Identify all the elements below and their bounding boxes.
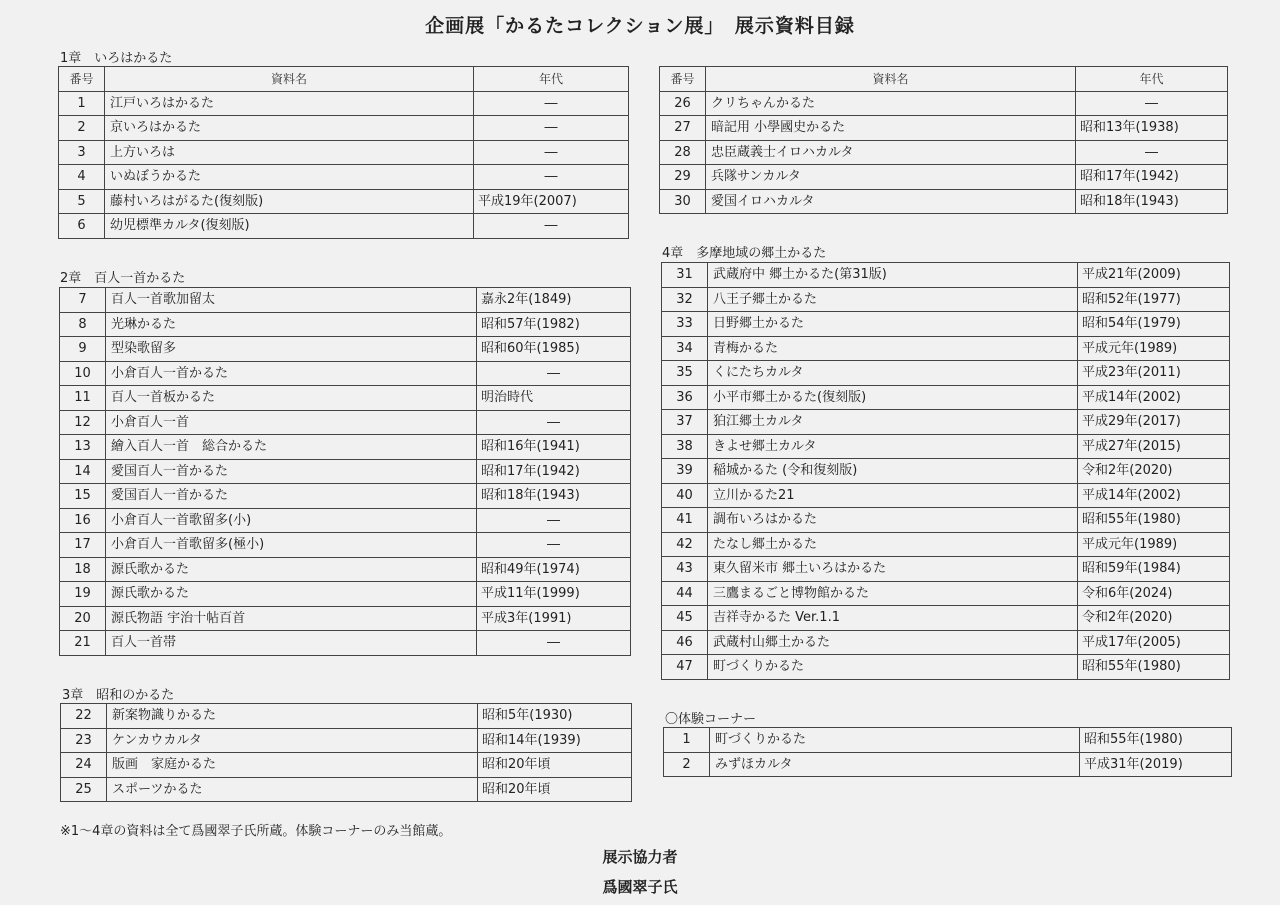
cell-number: 12: [60, 410, 106, 435]
table-row: [60, 606, 631, 631]
table-row: [61, 777, 632, 802]
cell-era: 昭和18年(1943): [477, 484, 631, 509]
cell-era: 平成19年(2007): [474, 189, 629, 214]
table-row: [662, 483, 1230, 508]
cell-era: ―: [474, 165, 629, 190]
cell-item-name: 立川かるた21: [708, 483, 1078, 508]
cell-item-name: 百人一首歌加留太: [106, 288, 477, 313]
table-row: [61, 728, 632, 753]
cell-number: 1: [59, 91, 105, 116]
cell-number: 34: [662, 336, 708, 361]
cell-number: 18: [60, 557, 106, 582]
cell-item-name: 町づくりかるた: [708, 655, 1078, 680]
cell-item-name: 青梅かるた: [708, 336, 1078, 361]
cell-era: 昭和55年(1980): [1078, 655, 1230, 680]
section-heading-corner: 〇体験コーナー: [665, 712, 757, 727]
cell-number: 45: [662, 606, 708, 631]
header-no: 番号: [660, 67, 706, 92]
table-row: [60, 435, 631, 460]
table-row: [660, 189, 1228, 214]
cell-number: 39: [662, 459, 708, 484]
cell-item-name: 江戸いろはかるた: [105, 91, 474, 116]
table-row: [60, 312, 631, 337]
table-row: [59, 91, 629, 116]
cell-number: 2: [664, 752, 710, 777]
cell-number: 36: [662, 385, 708, 410]
cell-number: 10: [60, 361, 106, 386]
cell-number: 29: [660, 165, 706, 190]
cell-item-name: 暗記用 小學國史かるた: [706, 116, 1076, 141]
ownership-note: ※1～4章の資料は全て爲國翠子氏所蔵。体験コーナーのみ当館蔵。: [60, 824, 452, 839]
table-row: [662, 606, 1230, 631]
cell-era: ―: [477, 410, 631, 435]
table-row: [60, 410, 631, 435]
table-row: [662, 508, 1230, 533]
cell-item-name: クリちゃんかるた: [706, 91, 1076, 116]
table-row: [662, 557, 1230, 582]
table-row: [60, 631, 631, 656]
table-row: [662, 361, 1230, 386]
cell-era: 平成元年(1989): [1078, 532, 1230, 557]
cell-number: 35: [662, 361, 708, 386]
table-row: [61, 704, 632, 729]
cell-number: 8: [60, 312, 106, 337]
cell-era: 平成29年(2017): [1078, 410, 1230, 435]
cell-number: 24: [61, 753, 107, 778]
cell-era: ―: [477, 508, 631, 533]
cell-number: 16: [60, 508, 106, 533]
table-row: [60, 288, 631, 313]
cell-item-name: 小平市郷土かるた(復刻版): [708, 385, 1078, 410]
section-heading-ch4: 4章 多摩地域の郷土かるた: [662, 246, 827, 261]
table-row: [662, 263, 1230, 288]
cell-era: 昭和17年(1942): [1076, 165, 1228, 190]
cell-item-name: 源氏歌かるた: [106, 582, 477, 607]
table-row: [59, 214, 629, 239]
cell-number: 14: [60, 459, 106, 484]
cooperator-label: 展示協力者: [602, 848, 678, 866]
cell-item-name: 町づくりかるた: [710, 728, 1080, 753]
table-row: [60, 386, 631, 411]
cell-era: 昭和60年(1985): [477, 337, 631, 362]
cell-item-name: くにたちカルタ: [708, 361, 1078, 386]
cell-number: 40: [662, 483, 708, 508]
catalog-table-ch3-continued: [659, 66, 1228, 214]
header-era: 年代: [1076, 67, 1228, 92]
cell-era: ―: [477, 361, 631, 386]
cell-number: 43: [662, 557, 708, 582]
cell-era: 平成3年(1991): [477, 606, 631, 631]
cell-item-name: 京いろはかるた: [105, 116, 474, 141]
cell-item-name: 幼児標準カルタ(復刻版): [105, 214, 474, 239]
table-row: [662, 336, 1230, 361]
cell-item-name: 日野郷土かるた: [708, 312, 1078, 337]
section-heading-ch2: 2章 百人一首かるた: [60, 271, 186, 286]
cell-item-name: 上方いろは: [105, 140, 474, 165]
header-no: 番号: [59, 67, 105, 92]
cell-item-name: 百人一首板かるた: [106, 386, 477, 411]
cell-number: 20: [60, 606, 106, 631]
cell-item-name: たなし郷土かるた: [708, 532, 1078, 557]
cell-era: 昭和59年(1984): [1078, 557, 1230, 582]
cell-item-name: 小倉百人一首歌留多(小): [106, 508, 477, 533]
section-heading-ch1: 1章 いろはかるた: [60, 51, 173, 66]
cell-era: 嘉永2年(1849): [477, 288, 631, 313]
cell-item-name: 稲城かるた (令和復刻版): [708, 459, 1078, 484]
cell-item-name: 源氏物語 宇治十帖百首: [106, 606, 477, 631]
cell-item-name: 武蔵府中 郷土かるた(第31版): [708, 263, 1078, 288]
table-row: [662, 434, 1230, 459]
table-row: [660, 91, 1228, 116]
cell-item-name: 吉祥寺かるた Ver.1.1: [708, 606, 1078, 631]
cell-item-name: 八王子郷土かるた: [708, 287, 1078, 312]
cell-era: 昭和54年(1979): [1078, 312, 1230, 337]
catalog-table-ch4: [661, 262, 1230, 680]
catalog-table-corner: [663, 727, 1232, 777]
cell-item-name: 三鷹まるごと博物館かるた: [708, 581, 1078, 606]
cell-item-name: 兵隊サンカルタ: [706, 165, 1076, 190]
cell-item-name: 東久留米市 郷土いろはかるた: [708, 557, 1078, 582]
table-row: [60, 508, 631, 533]
cell-number: 26: [660, 91, 706, 116]
cell-number: 46: [662, 630, 708, 655]
cell-era: ―: [474, 116, 629, 141]
table-row: [662, 287, 1230, 312]
cell-era: ―: [474, 140, 629, 165]
cell-number: 27: [660, 116, 706, 141]
cell-era: 平成31年(2019): [1080, 752, 1232, 777]
cell-item-name: 繪入百人一首 総合かるた: [106, 435, 477, 460]
cell-item-name: みずほカルタ: [710, 752, 1080, 777]
table-row: [662, 410, 1230, 435]
cell-era: ―: [1076, 140, 1228, 165]
cell-number: 5: [59, 189, 105, 214]
cell-era: 昭和16年(1941): [477, 435, 631, 460]
section-heading-ch3: 3章 昭和のかるた: [62, 688, 175, 703]
cell-era: 平成元年(1989): [1078, 336, 1230, 361]
table-header-row: [59, 67, 629, 92]
table-row: [662, 312, 1230, 337]
cell-era: 昭和13年(1938): [1076, 116, 1228, 141]
table-row: [662, 385, 1230, 410]
cell-number: 7: [60, 288, 106, 313]
cell-era: 昭和5年(1930): [478, 704, 632, 729]
cell-item-name: 小倉百人一首: [106, 410, 477, 435]
table-row: [60, 484, 631, 509]
cell-number: 30: [660, 189, 706, 214]
cell-item-name: 狛江郷土カルタ: [708, 410, 1078, 435]
cell-number: 21: [60, 631, 106, 656]
table-row: [60, 533, 631, 558]
cell-number: 28: [660, 140, 706, 165]
cell-era: 平成23年(2011): [1078, 361, 1230, 386]
cell-number: 42: [662, 532, 708, 557]
catalog-table-ch3: [60, 703, 632, 802]
cell-item-name: ケンカウカルタ: [107, 728, 478, 753]
cell-number: 38: [662, 434, 708, 459]
cell-item-name: 愛国イロハカルタ: [706, 189, 1076, 214]
table-row: [662, 630, 1230, 655]
cell-era: 明治時代: [477, 386, 631, 411]
cell-item-name: 版画 家庭かるた: [107, 753, 478, 778]
table-row: [662, 655, 1230, 680]
cell-number: 25: [61, 777, 107, 802]
cell-item-name: 忠臣蔵義士イロハカルタ: [706, 140, 1076, 165]
cell-number: 44: [662, 581, 708, 606]
table-row: [662, 532, 1230, 557]
cell-era: 令和2年(2020): [1078, 606, 1230, 631]
cell-number: 13: [60, 435, 106, 460]
cell-item-name: 小倉百人一首歌留多(極小): [106, 533, 477, 558]
cell-number: 32: [662, 287, 708, 312]
page-title: 企画展「かるたコレクション展」 展示資料目録: [425, 15, 855, 37]
cell-item-name: きよせ郷土カルタ: [708, 434, 1078, 459]
table-row: [59, 116, 629, 141]
header-era: 年代: [474, 67, 629, 92]
cell-item-name: 光琳かるた: [106, 312, 477, 337]
table-row: [664, 728, 1232, 753]
table-row: [660, 165, 1228, 190]
cell-number: 9: [60, 337, 106, 362]
cell-era: 平成14年(2002): [1078, 483, 1230, 508]
cell-item-name: 新案物識りかるた: [107, 704, 478, 729]
cell-era: 昭和52年(1977): [1078, 287, 1230, 312]
cell-era: ―: [477, 631, 631, 656]
cooperator-name: 爲國翠子氏: [602, 878, 678, 896]
cell-era: 昭和55年(1980): [1080, 728, 1232, 753]
table-row: [60, 337, 631, 362]
cell-number: 2: [59, 116, 105, 141]
cell-era: ―: [474, 91, 629, 116]
cell-era: 昭和17年(1942): [477, 459, 631, 484]
table-header-row: [660, 67, 1228, 92]
cell-era: 昭和20年頃: [478, 777, 632, 802]
cell-number: 6: [59, 214, 105, 239]
table-row: [60, 361, 631, 386]
cell-number: 4: [59, 165, 105, 190]
cell-number: 23: [61, 728, 107, 753]
table-row: [61, 753, 632, 778]
catalog-table-ch1: [58, 66, 629, 239]
cell-item-name: 武蔵村山郷土かるた: [708, 630, 1078, 655]
cell-item-name: 調布いろはかるた: [708, 508, 1078, 533]
table-row: [60, 582, 631, 607]
cell-era: ―: [477, 533, 631, 558]
cell-era: 平成14年(2002): [1078, 385, 1230, 410]
table-row: [660, 140, 1228, 165]
cell-era: 平成27年(2015): [1078, 434, 1230, 459]
table-row: [662, 459, 1230, 484]
cell-number: 47: [662, 655, 708, 680]
catalog-table-ch2: [59, 287, 631, 656]
table-row: [664, 752, 1232, 777]
cell-item-name: 小倉百人一首かるた: [106, 361, 477, 386]
header-name: 資料名: [105, 67, 474, 92]
cell-number: 41: [662, 508, 708, 533]
cell-number: 3: [59, 140, 105, 165]
cell-era: 平成21年(2009): [1078, 263, 1230, 288]
table-row: [59, 140, 629, 165]
cell-era: 昭和57年(1982): [477, 312, 631, 337]
cell-era: 昭和20年頃: [478, 753, 632, 778]
cell-item-name: 愛国百人一首かるた: [106, 459, 477, 484]
cell-number: 33: [662, 312, 708, 337]
cell-era: ―: [1076, 91, 1228, 116]
cell-number: 15: [60, 484, 106, 509]
table-row: [662, 581, 1230, 606]
table-row: [59, 165, 629, 190]
cell-number: 37: [662, 410, 708, 435]
table-row: [60, 459, 631, 484]
cell-item-name: 百人一首帯: [106, 631, 477, 656]
cell-item-name: 藤村いろはがるた(復刻版): [105, 189, 474, 214]
cell-era: 昭和14年(1939): [478, 728, 632, 753]
cell-item-name: スポーツかるた: [107, 777, 478, 802]
cell-era: 令和6年(2024): [1078, 581, 1230, 606]
cell-era: 平成11年(1999): [477, 582, 631, 607]
cell-number: 17: [60, 533, 106, 558]
cell-era: ―: [474, 214, 629, 239]
cell-era: 昭和55年(1980): [1078, 508, 1230, 533]
cell-number: 19: [60, 582, 106, 607]
cell-item-name: いぬぼうかるた: [105, 165, 474, 190]
cell-era: 昭和18年(1943): [1076, 189, 1228, 214]
cell-number: 1: [664, 728, 710, 753]
cell-number: 31: [662, 263, 708, 288]
table-row: [60, 557, 631, 582]
table-row: [59, 189, 629, 214]
cell-item-name: 愛国百人一首かるた: [106, 484, 477, 509]
cell-number: 22: [61, 704, 107, 729]
cell-era: 昭和49年(1974): [477, 557, 631, 582]
table-row: [660, 116, 1228, 141]
header-name: 資料名: [706, 67, 1076, 92]
cell-item-name: 型染歌留多: [106, 337, 477, 362]
cell-item-name: 源氏歌かるた: [106, 557, 477, 582]
cell-number: 11: [60, 386, 106, 411]
cell-era: 令和2年(2020): [1078, 459, 1230, 484]
cell-era: 平成17年(2005): [1078, 630, 1230, 655]
